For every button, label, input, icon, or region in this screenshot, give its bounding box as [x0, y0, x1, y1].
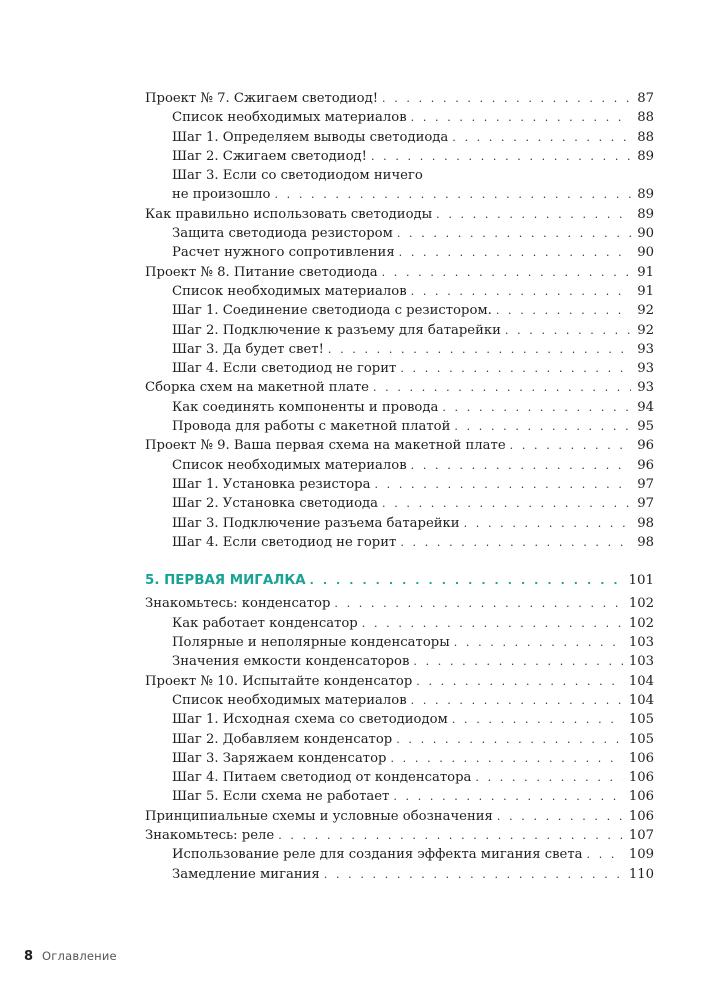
page-number: 8 [24, 949, 34, 964]
toc-entry-title: Шаг 1. Соединение светодиода с резистором. [172, 303, 492, 319]
toc-entry [145, 691, 654, 710]
toc-leader-dots [411, 691, 623, 710]
toc-entry-title: Значения емкости конденсаторов [172, 654, 410, 670]
toc-entry [145, 185, 654, 204]
toc-leader-dots [454, 633, 623, 652]
toc-entry [145, 282, 654, 301]
toc-entry-title: Сборка схем на макетной плате [145, 380, 369, 396]
toc-entry-title: Шаг 3. Подключение разъема батарейки [172, 515, 460, 531]
toc-entry-title: Список необходимых материалов [172, 110, 407, 126]
toc-entry-page: 109 [628, 847, 654, 863]
toc-entry [145, 359, 654, 378]
toc-entry-page: 95 [637, 419, 654, 435]
toc-leader-dots [416, 672, 623, 691]
toc-entry-title: Защита светодиода резистором [172, 226, 393, 242]
toc-leader-dots [328, 340, 631, 359]
toc-entry [145, 321, 654, 340]
toc-entry [145, 147, 654, 166]
toc-entry-page: 93 [637, 361, 654, 377]
toc-leader-dots [278, 826, 623, 845]
toc-leader-dots [413, 652, 622, 671]
toc-leader-dots [400, 533, 631, 552]
toc-entry-title: Замедление мигания [172, 866, 320, 882]
toc-leader-dots [452, 128, 631, 147]
toc-entry [145, 263, 654, 282]
toc-entry-title: Как работает конденсатор [172, 615, 358, 631]
toc-leader-dots [274, 185, 631, 204]
toc-entry-title: Проект № 9. Ваша первая схема на макетной плате [145, 438, 506, 454]
toc-entry-title: Знакомьтесь: реле [145, 827, 275, 843]
toc-entry-page: 103 [628, 635, 654, 651]
toc-entry-page: 91 [637, 283, 654, 299]
toc-leader-dots [442, 398, 631, 417]
toc-entry [145, 710, 654, 729]
toc-entry-title: Принципиальные схемы и условные обозначения [145, 808, 493, 824]
toc-entry-title: Шаг 3. Да будет свет! [172, 341, 324, 357]
toc-entry-page: 101 [628, 573, 654, 589]
toc-entry-title: Шаг 2. Подключение к разъему для батарейки [172, 322, 501, 338]
toc-entry-page: 89 [637, 187, 654, 203]
toc-entry-page: 105 [628, 712, 654, 728]
toc-entry-page: 106 [628, 770, 654, 786]
toc-entry [145, 494, 654, 513]
toc-entry [145, 89, 654, 108]
toc-entry-page: 89 [637, 148, 654, 164]
toc-entry-page: 93 [637, 380, 654, 396]
toc-entry-page: 87 [637, 91, 654, 106]
toc-entry-title: Как правильно использовать светодиоды [145, 206, 433, 222]
toc-entry-title: Провода для работы с макетной платой [172, 419, 451, 435]
toc-leader-dots [411, 108, 632, 127]
toc-entry-title: Шаг 3. Заряжаем конденсатор [172, 750, 387, 766]
toc-entry-page: 98 [637, 534, 654, 550]
toc-entry-page: 102 [628, 615, 654, 631]
toc-entry [145, 378, 654, 397]
toc-entry [145, 633, 654, 652]
toc-entry-page: 94 [637, 399, 654, 415]
toc-entry-title: Шаг 2. Установка светодиода [172, 496, 378, 512]
toc-entry-page: 96 [637, 438, 654, 454]
toc-entry [145, 436, 654, 455]
toc-leader-dots [373, 378, 631, 397]
toc-leader-dots [510, 436, 632, 455]
toc-entry [145, 224, 654, 243]
toc-entry [145, 475, 654, 494]
toc-entry [145, 166, 654, 185]
toc-entry [145, 730, 654, 749]
toc-entry [145, 845, 654, 864]
toc-entry-title: Список необходимых материалов [172, 692, 407, 708]
toc-leader-dots [310, 571, 623, 590]
toc-leader-dots [436, 205, 631, 224]
toc-entry-title: Полярные и неполярные конденсаторы [172, 635, 450, 651]
toc-entry-page: 88 [637, 110, 654, 126]
toc-entry-title: 5. ПЕРВАЯ МИГАЛКА [145, 573, 306, 589]
toc-entry-title: Список необходимых материалов [172, 457, 407, 473]
toc-entry-page: 93 [637, 341, 654, 357]
toc-entry-page: 91 [637, 264, 654, 280]
toc-entry [145, 614, 654, 633]
toc-entry-page: 90 [637, 226, 654, 242]
toc-leader-dots [324, 865, 623, 884]
toc-entry [145, 456, 654, 475]
toc-entry-page: 88 [637, 129, 654, 145]
page-footer [24, 949, 117, 964]
toc-entry [145, 594, 654, 613]
toc-entry [145, 807, 654, 826]
toc-entry-title: Шаг 4. Питаем светодиод от конденсатора [172, 770, 472, 786]
toc-entry [145, 514, 654, 533]
toc-entry-title: Проект № 8. Питание светодиода [145, 264, 378, 280]
toc-entry-page: 89 [637, 206, 654, 222]
toc-leader-dots [496, 301, 631, 320]
toc-entry-title: Шаг 4. Если светодиод не горит [172, 534, 397, 550]
toc-entry-title: не произошло [172, 187, 271, 203]
toc-leader-dots [452, 710, 623, 729]
table-of-contents [145, 89, 654, 884]
toc-leader-dots [374, 475, 631, 494]
toc-entry [145, 826, 654, 845]
toc-entry-title: Шаг 1. Установка резистора [172, 476, 371, 492]
toc-entry-title: Расчет нужного сопротивления [172, 245, 395, 261]
toc-leader-dots [371, 147, 631, 166]
toc-leader-dots [362, 614, 623, 633]
toc-entry-title: Шаг 5. Если схема не работает [172, 789, 390, 805]
toc-entry [145, 768, 654, 787]
toc-leader-dots [411, 282, 632, 301]
toc-leader-dots [396, 730, 623, 749]
toc-entry [145, 417, 654, 436]
toc-entry-title: Использование реле для создания эффекта мигания света [172, 847, 583, 863]
toc-entry [145, 243, 654, 262]
toc-entry [145, 787, 654, 806]
toc-chapter-heading [145, 571, 654, 590]
toc-entry [145, 108, 654, 127]
toc-entry [145, 672, 654, 691]
toc-entry-page: 105 [628, 731, 654, 747]
toc-entry-title: Шаг 3. Если со светодиодом ничего [172, 168, 423, 184]
toc-entry [145, 749, 654, 768]
toc-leader-dots [587, 845, 623, 864]
toc-entry [145, 128, 654, 147]
toc-entry-page: 90 [637, 245, 654, 261]
toc-entry-page: 97 [637, 496, 654, 512]
toc-leader-dots [334, 594, 622, 613]
toc-leader-dots [454, 417, 631, 436]
toc-entry-page: 98 [637, 515, 654, 531]
toc-leader-dots [475, 768, 622, 787]
toc-entry-title: Шаг 1. Исходная схема со светодиодом [172, 712, 448, 728]
toc-entry-page: 107 [628, 827, 654, 843]
toc-entry-page: 97 [637, 476, 654, 492]
toc-entry-page: 96 [637, 457, 654, 473]
toc-leader-dots [390, 749, 622, 768]
toc-entry-title: Проект № 7. Сжигаем светодиод! [145, 91, 379, 106]
section-gap [145, 552, 654, 571]
toc-entry-page: 110 [628, 866, 654, 882]
toc-entry-page: 92 [637, 322, 654, 338]
toc-leader-dots [397, 224, 631, 243]
toc-leader-dots [497, 807, 623, 826]
toc-entry [145, 301, 654, 320]
toc-entry [145, 205, 654, 224]
toc-entry-title: Проект № 10. Испытайте конденсатор [145, 673, 413, 689]
toc-entry-page: 106 [628, 808, 654, 824]
toc-entry-page: 102 [628, 596, 654, 612]
toc-entry [145, 533, 654, 552]
toc-entry-title: Шаг 1. Определяем выводы светодиода [172, 129, 449, 145]
toc-entry-title: Как соединять компоненты и провода [172, 399, 439, 415]
toc-leader-dots [411, 456, 632, 475]
toc-entry-page: 103 [628, 654, 654, 670]
toc-leader-dots [400, 359, 631, 378]
toc-entry-page: 104 [628, 673, 654, 689]
toc-entry [145, 652, 654, 671]
toc-entry-title: Список необходимых материалов [172, 283, 407, 299]
toc-entry-page: 106 [628, 789, 654, 805]
toc-entry-title: Шаг 2. Добавляем конденсатор [172, 731, 393, 747]
running-header-label: Оглавление [42, 949, 117, 963]
toc-entry-title: Шаг 2. Сжигаем светодиод! [172, 148, 367, 164]
toc-entry-page: 106 [628, 750, 654, 766]
toc-entry-page: 104 [628, 692, 654, 708]
toc-entry [145, 340, 654, 359]
toc-entry-title: Шаг 4. Если светодиод не горит [172, 361, 397, 377]
toc-leader-dots [382, 494, 631, 513]
toc-entry-page: 92 [637, 303, 654, 319]
toc-leader-dots [382, 89, 631, 108]
toc-leader-dots [505, 321, 631, 340]
toc-leader-dots [464, 514, 632, 533]
toc-leader-dots [399, 243, 632, 262]
toc-leader-dots [393, 787, 623, 806]
toc-entry [145, 865, 654, 884]
toc-leader-dots [382, 263, 632, 282]
toc-entry [145, 398, 654, 417]
toc-entry-title: Знакомьтесь: конденсатор [145, 596, 331, 612]
